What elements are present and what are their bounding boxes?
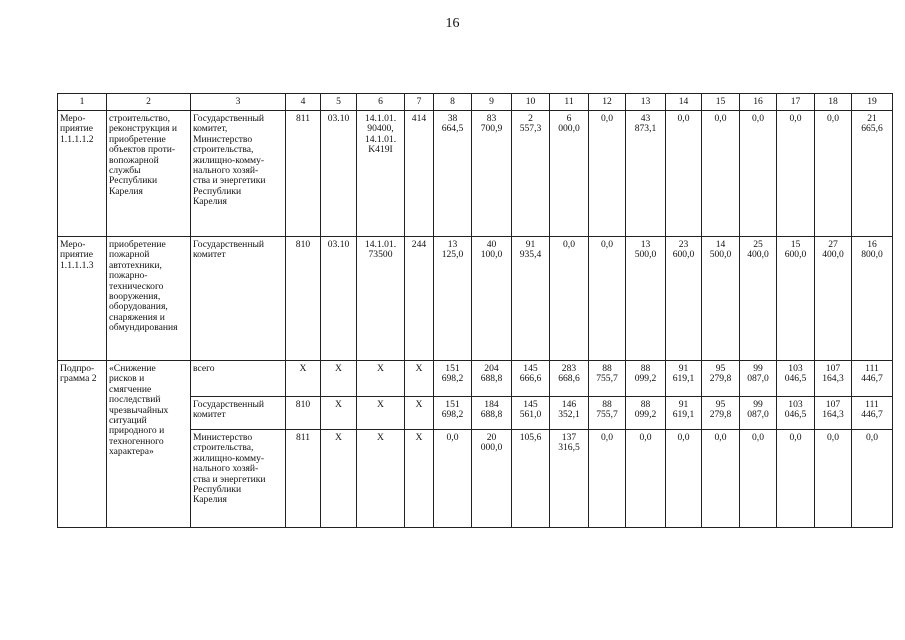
amount-cell: 91 619,1 <box>666 397 702 430</box>
amount-cell: 0,0 <box>626 430 666 528</box>
amount-cell: 151 698,2 <box>434 397 472 430</box>
amount-cell: 99 087,0 <box>740 397 777 430</box>
amount-cell: 20 000,0 <box>472 430 512 528</box>
amount-cell: 13 125,0 <box>434 237 472 361</box>
column-header: 14 <box>666 94 702 111</box>
amount-cell: 88 755,7 <box>589 361 626 397</box>
amount-cell: 16 800,0 <box>852 237 893 361</box>
budget-table <box>57 93 893 528</box>
amount-cell: 38 664,5 <box>434 111 472 237</box>
column-header: 13 <box>626 94 666 111</box>
amount-cell: 0,0 <box>666 111 702 237</box>
amount-cell: 0,0 <box>777 430 815 528</box>
amount-cell: 103 046,5 <box>777 361 815 397</box>
amount-cell: 111 446,7 <box>852 397 893 430</box>
page-number: 16 <box>445 16 460 31</box>
amount-cell: 0,0 <box>740 430 777 528</box>
amount-cell: 151 698,2 <box>434 361 472 397</box>
amount-cell: 15 600,0 <box>777 237 815 361</box>
responsible-executor: Государственный комитет <box>191 397 286 430</box>
amount-cell: 107 164,3 <box>815 361 852 397</box>
section-code: X <box>321 361 357 397</box>
amount-cell: 99 087,0 <box>740 361 777 397</box>
amount-cell: 88 099,2 <box>626 397 666 430</box>
amount-cell: 146 352,1 <box>550 397 589 430</box>
responsible-executor: Государственный комитет <box>191 237 286 361</box>
amount-cell: 0,0 <box>434 430 472 528</box>
expense-type-code: X <box>405 361 434 397</box>
amount-cell: 0,0 <box>666 430 702 528</box>
column-header: 7 <box>405 94 434 111</box>
amount-cell: 145 561,0 <box>512 397 550 430</box>
responsible-executor: Министерство строительства, жилищно-комму- нального хозяй- ства и энергетики Республики Карелия <box>191 430 286 528</box>
amount-cell: 95 279,8 <box>702 361 740 397</box>
expense-type-code: X <box>405 430 434 528</box>
activity-description: приобретение пожарной автотехники, пожарно- технического вооружения, оборудования, снаряжения и обмундирования <box>107 237 191 361</box>
amount-cell: 6 000,0 <box>550 111 589 237</box>
amount-cell: 204 688,8 <box>472 361 512 397</box>
column-header: 1 <box>58 94 107 111</box>
amount-cell: 283 668,6 <box>550 361 589 397</box>
amount-cell: 88 755,7 <box>589 397 626 430</box>
column-header: 6 <box>357 94 405 111</box>
grbs-code: 810 <box>286 237 321 361</box>
column-header: 16 <box>740 94 777 111</box>
expense-type-code: 244 <box>405 237 434 361</box>
amount-cell: 145 666,6 <box>512 361 550 397</box>
target-article-code: X <box>357 397 405 430</box>
grbs-code: 811 <box>286 430 321 528</box>
amount-cell: 27 400,0 <box>815 237 852 361</box>
column-header: 9 <box>472 94 512 111</box>
activity-code: Меро- приятие 1.1.1.1.3 <box>58 237 107 361</box>
expense-type-code: X <box>405 397 434 430</box>
column-header: 11 <box>550 94 589 111</box>
subprogram-code: Подпро- грамма 2 <box>58 361 107 528</box>
section-code: X <box>321 397 357 430</box>
activity-code: Меро- приятие 1.1.1.1.2 <box>58 111 107 237</box>
amount-cell: 83 700,9 <box>472 111 512 237</box>
table-row <box>58 237 893 361</box>
responsible-executor: всего <box>191 361 286 397</box>
amount-cell: 184 688,8 <box>472 397 512 430</box>
column-header: 5 <box>321 94 357 111</box>
section-code: 03.10 <box>321 111 357 237</box>
column-header: 2 <box>107 94 191 111</box>
column-header: 17 <box>777 94 815 111</box>
amount-cell: 40 100,0 <box>472 237 512 361</box>
target-article-code: 14.1.01. 90400, 14.1.01. K419I <box>357 111 405 237</box>
column-header: 4 <box>286 94 321 111</box>
amount-cell: 0,0 <box>589 237 626 361</box>
column-header: 19 <box>852 94 893 111</box>
table-row <box>58 111 893 237</box>
amount-cell: 0,0 <box>702 111 740 237</box>
amount-cell: 0,0 <box>815 111 852 237</box>
expense-type-code: 414 <box>405 111 434 237</box>
amount-cell: 0,0 <box>815 430 852 528</box>
amount-cell: 107 164,3 <box>815 397 852 430</box>
amount-cell: 0,0 <box>589 430 626 528</box>
column-header: 3 <box>191 94 286 111</box>
target-article-code: X <box>357 361 405 397</box>
column-header: 15 <box>702 94 740 111</box>
amount-cell: 88 099,2 <box>626 361 666 397</box>
amount-cell: 23 600,0 <box>666 237 702 361</box>
amount-cell: 137 316,5 <box>550 430 589 528</box>
amount-cell: 0,0 <box>777 111 815 237</box>
amount-cell: 91 619,1 <box>666 361 702 397</box>
amount-cell: 25 400,0 <box>740 237 777 361</box>
grbs-code: X <box>286 361 321 397</box>
amount-cell: 0,0 <box>740 111 777 237</box>
target-article-code: X <box>357 430 405 528</box>
amount-cell: 0,0 <box>550 237 589 361</box>
amount-cell: 0,0 <box>589 111 626 237</box>
amount-cell: 13 500,0 <box>626 237 666 361</box>
amount-cell: 91 935,4 <box>512 237 550 361</box>
section-code: 03.10 <box>321 237 357 361</box>
amount-cell: 105,6 <box>512 430 550 528</box>
amount-cell: 111 446,7 <box>852 361 893 397</box>
amount-cell: 2 557,3 <box>512 111 550 237</box>
column-header: 18 <box>815 94 852 111</box>
column-header: 8 <box>434 94 472 111</box>
subprogram-title: «Снижение рисков и смягчение последствий чрезвычайных ситуаций природного и техногенного характера» <box>107 361 191 528</box>
amount-cell: 0,0 <box>852 430 893 528</box>
column-header: 10 <box>512 94 550 111</box>
section-code: X <box>321 430 357 528</box>
amount-cell: 103 046,5 <box>777 397 815 430</box>
responsible-executor: Государственный комитет, Министерство строительства, жилищно-комму- нального хозяй- ства и энергетики Республики Карелия <box>191 111 286 237</box>
amount-cell: 14 500,0 <box>702 237 740 361</box>
table-row <box>58 361 893 397</box>
header-row <box>58 94 893 111</box>
column-header: 12 <box>589 94 626 111</box>
activity-description: строительство, реконструкция и приобретение объектов проти- вопожарной службы Республики Карелия <box>107 111 191 237</box>
grbs-code: 811 <box>286 111 321 237</box>
amount-cell: 21 665,6 <box>852 111 893 237</box>
amount-cell: 0,0 <box>702 430 740 528</box>
amount-cell: 95 279,8 <box>702 397 740 430</box>
target-article-code: 14.1.01. 73500 <box>357 237 405 361</box>
grbs-code: 810 <box>286 397 321 430</box>
amount-cell: 43 873,1 <box>626 111 666 237</box>
